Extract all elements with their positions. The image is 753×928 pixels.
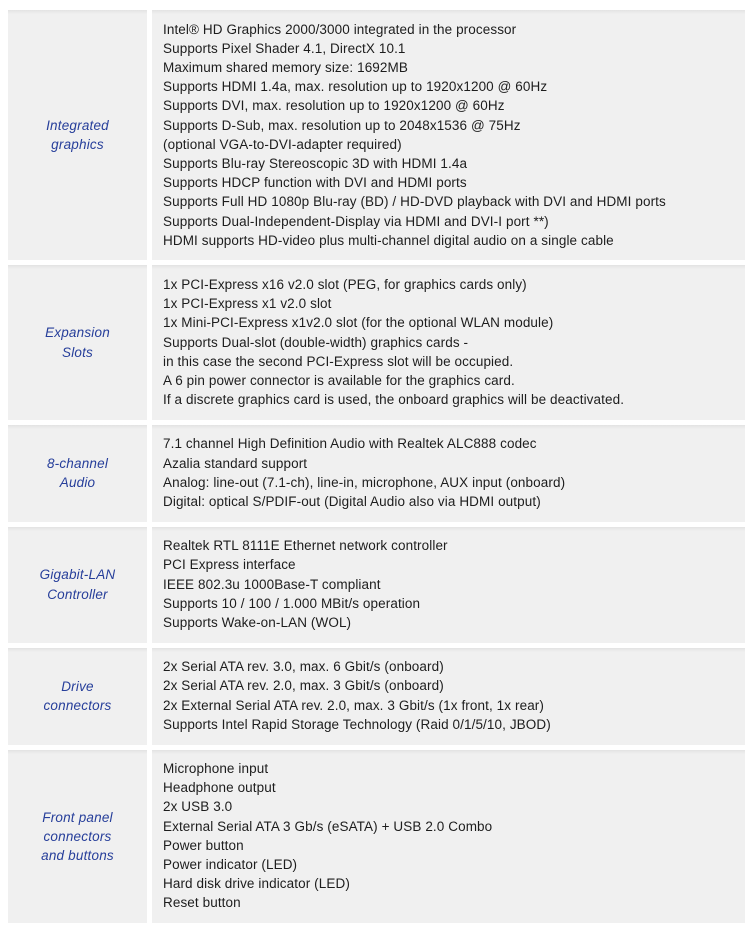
spec-category-label: graphics	[51, 137, 104, 153]
spec-category-cell	[8, 750, 147, 924]
spec-line: Supports HDMI 1.4a, max. resolution up to 1920x1200 @ 60Hz	[163, 79, 548, 95]
spec-row-gigabit-lan-controller	[8, 527, 745, 643]
spec-line: Hard disk drive indicator (LED)	[163, 876, 350, 892]
spec-line: 2x USB 3.0	[163, 799, 233, 815]
spec-line: in this case the second PCI-Express slot will be occupied.	[163, 353, 514, 369]
spec-line: PCI Express interface	[163, 557, 296, 573]
spec-value-cell	[152, 425, 745, 522]
spec-category-cell	[8, 425, 147, 522]
spec-value-cell	[152, 750, 745, 924]
spec-line: Supports DVI, max. resolution up to 1920x1200 @ 60Hz	[163, 98, 505, 114]
spec-line: 1x Mini-PCI-Express x1v2.0 slot (for the optional WLAN module)	[163, 315, 554, 331]
spec-line: Maximum shared memory size: 1692MB	[163, 59, 408, 75]
spec-line: HDMI supports HD-video plus multi-channel digital audio on a single cable	[163, 232, 614, 248]
spec-value-cell	[152, 648, 745, 745]
spec-category-label: connectors	[43, 698, 112, 714]
spec-category-label: Controller	[47, 586, 108, 602]
spec-line: 1x PCI-Express x16 v2.0 slot (PEG, for graphics cards only)	[163, 276, 527, 292]
spec-line: 7.1 channel High Definition Audio with Realtek ALC888 codec	[163, 436, 537, 452]
spec-line: Supports Dual-Independent-Display via HDMI and DVI-I port **)	[163, 213, 549, 229]
spec-category-label: Front panel	[42, 809, 113, 825]
spec-category-label: Integrated	[46, 118, 109, 134]
spec-category-label: Gigabit-LAN	[39, 567, 116, 583]
spec-line: A 6 pin power connector is available for the graphics card.	[163, 372, 515, 388]
spec-category-cell	[8, 648, 147, 745]
spec-line: Supports D-Sub, max. resolution up to 2048x1536 @ 75Hz	[163, 117, 521, 133]
spec-line: Headphone output	[163, 780, 276, 796]
spec-line: Supports Blu-ray Stereoscopic 3D with HDMI 1.4a	[163, 155, 468, 171]
spec-line: External Serial ATA 3 Gb/s (eSATA) + USB 2.0 Combo	[163, 818, 493, 834]
spec-line: 2x Serial ATA rev. 2.0, max. 3 Gbit/s (onboard)	[163, 678, 444, 694]
spec-line: Power button	[163, 837, 244, 853]
spec-category-label: Expansion	[45, 325, 110, 341]
spec-line: Supports 10 / 100 / 1.000 MBit/s operation	[163, 595, 421, 611]
spec-line: Realtek RTL 8111E Ethernet network controller	[163, 538, 448, 554]
spec-category-cell	[8, 10, 147, 260]
spec-value-cell	[152, 10, 745, 260]
spec-line: Supports Dual-slot (double-width) graphics cards -	[163, 334, 469, 350]
spec-category-label: 8-channel	[46, 456, 109, 472]
spec-value-cell	[152, 527, 745, 643]
spec-table	[8, 10, 745, 928]
spec-line: (optional VGA-to-DVI-adapter required)	[163, 136, 402, 152]
spec-line: Microphone input	[163, 761, 269, 776]
spec-value-cell	[152, 265, 745, 419]
spec-line: 2x Serial ATA rev. 3.0, max. 6 Gbit/s (onboard)	[163, 659, 444, 675]
spec-line: Supports Wake-on-LAN (WOL)	[163, 614, 352, 630]
spec-line: Azalia standard support	[163, 455, 308, 471]
spec-category-cell	[8, 265, 147, 419]
spec-line: 2x External Serial ATA rev. 2.0, max. 3 Gbit/s (1x front, 1x rear)	[163, 697, 544, 713]
spec-line: Supports Pixel Shader 4.1, DirectX 10.1	[163, 40, 406, 56]
spec-category-cell	[8, 527, 147, 643]
spec-line: Supports Full HD 1080p Blu-ray (BD) / HD-DVD playback with DVI and HDMI ports	[163, 194, 666, 210]
spec-line: Supports HDCP function with DVI and HDMI ports	[163, 175, 467, 191]
spec-row-integrated-graphics	[8, 10, 745, 260]
spec-line: Analog: line-out (7.1-ch), line-in, microphone, AUX input (onboard)	[163, 474, 566, 490]
spec-category-label: Drive	[61, 678, 94, 694]
spec-category-label: connectors	[43, 828, 112, 844]
spec-line: IEEE 802.3u 1000Base-T compliant	[163, 576, 381, 592]
spec-line: If a discrete graphics card is used, the onboard graphics will be deactivated.	[163, 392, 625, 408]
spec-category-label: Slots	[61, 344, 93, 360]
spec-category-label: Audio	[59, 475, 96, 491]
spec-row-8-channel-audio	[8, 425, 745, 522]
spec-line: Reset button	[163, 895, 241, 911]
spec-line: Supports Intel Rapid Storage Technology (Raid 0/1/5/10, JBOD)	[163, 716, 551, 732]
spec-line: Digital: optical S/PDIF-out (Digital Audio also via HDMI output)	[163, 493, 541, 509]
spec-line: Power indicator (LED)	[163, 857, 298, 873]
spec-row-expansion-slots	[8, 265, 745, 419]
spec-row-drive-connectors	[8, 648, 745, 745]
spec-line: Intel® HD Graphics 2000/3000 integrated in the processor	[163, 21, 517, 37]
spec-category-label: and buttons	[41, 847, 114, 863]
spec-line: 1x PCI-Express x1 v2.0 slot	[163, 296, 332, 312]
spec-row-front-panel-connectors-and-buttons	[8, 750, 745, 924]
